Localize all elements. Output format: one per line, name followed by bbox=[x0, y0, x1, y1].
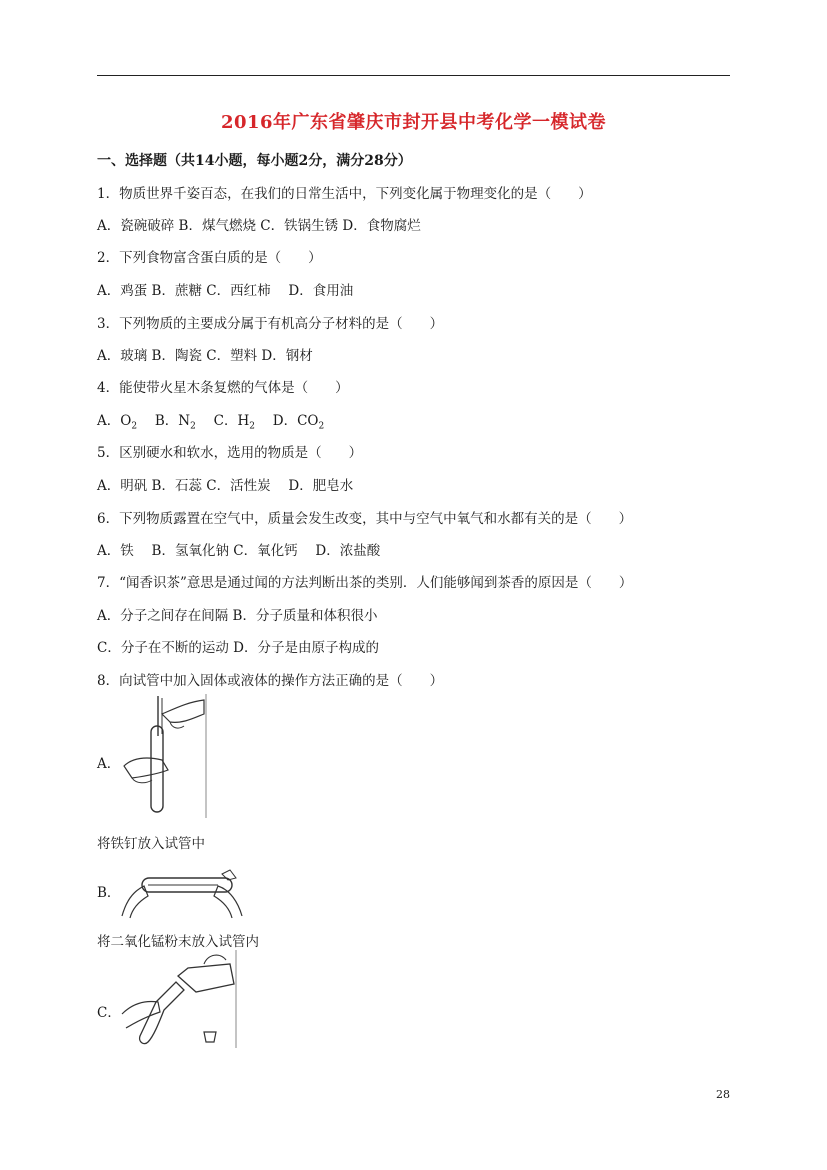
q8-option-b-caption: 将二氧化锰粉末放入试管内 bbox=[97, 934, 259, 950]
page-number: 28 bbox=[716, 1088, 730, 1101]
question-7: 7．“闻香识茶”意思是通过闻的方法判断出茶的类别．人们能够闻到茶香的原因是（ ） bbox=[97, 575, 633, 591]
subscript: 2 bbox=[318, 421, 325, 432]
question-6: 6．下列物质露置在空气中，质量会发生改变，其中与空气中氧气和水都有关的是（ ） bbox=[97, 511, 633, 527]
subscript: 2 bbox=[131, 421, 138, 432]
subscript: 2 bbox=[190, 421, 196, 432]
figure-add-powder bbox=[118, 856, 246, 920]
q8-option-b-label: B． bbox=[97, 885, 121, 901]
option-a: A．O bbox=[97, 413, 132, 429]
question-2-options: A．鸡蛋 B．蔗糖 C．西红柿 D．食用油 bbox=[97, 283, 354, 299]
page-title: 2016年广东省肇庆市封开县中考化学一模试卷 bbox=[220, 112, 607, 133]
question-3-options: A．玻璃 B．陶瓷 C．塑料 D．钢材 bbox=[97, 348, 313, 364]
question-3: 3．下列物质的主要成分属于有机高分子材料的是（ ） bbox=[97, 316, 444, 332]
option-b: B．N bbox=[141, 413, 191, 429]
figure-insert-nail bbox=[118, 694, 210, 818]
question-7-options-cd: C．分子在不断的运动 D．分子是由原子构成的 bbox=[97, 640, 379, 656]
option-c: C．H bbox=[200, 413, 250, 429]
question-4-options bbox=[97, 409, 324, 432]
question-6-options: A．铁 B．氢氧化钠 C．氧化钙 D．浓盐酸 bbox=[97, 543, 381, 559]
q8-option-c-label: C． bbox=[97, 1005, 121, 1021]
q8-option-a-label: A． bbox=[97, 756, 121, 772]
section-heading: 一、选择题（共14小题，每小题2分，满分28分） bbox=[97, 153, 412, 169]
option-d: D．CO bbox=[259, 413, 319, 429]
header-rule bbox=[97, 75, 730, 76]
question-5-options: A．明矾 B．石蕊 C．活性炭 D．肥皂水 bbox=[97, 478, 354, 494]
question-8: 8．向试管中加入固体或液体的操作方法正确的是（ ） bbox=[97, 673, 444, 689]
question-1: 1．物质世界千姿百态，在我们的日常生活中，下列变化属于物理变化的是（ ） bbox=[97, 186, 592, 202]
subscript: 2 bbox=[249, 421, 255, 432]
question-7-options: A．分子之间存在间隔 B．分子质量和体积很小 bbox=[97, 608, 378, 624]
question-2: 2．下列食物富含蛋白质的是（ ） bbox=[97, 250, 322, 266]
question-4: 4．能使带火星木条复燃的气体是（ ） bbox=[97, 380, 349, 396]
figure-pour-liquid bbox=[118, 950, 240, 1048]
q8-option-a-caption: 将铁钉放入试管中 bbox=[97, 836, 205, 852]
question-1-options: A．瓷碗破碎 B．煤气燃烧 C．铁锅生锈 D．食物腐烂 bbox=[97, 218, 421, 234]
question-5: 5．区别硬水和软水，选用的物质是（ ） bbox=[97, 445, 363, 461]
